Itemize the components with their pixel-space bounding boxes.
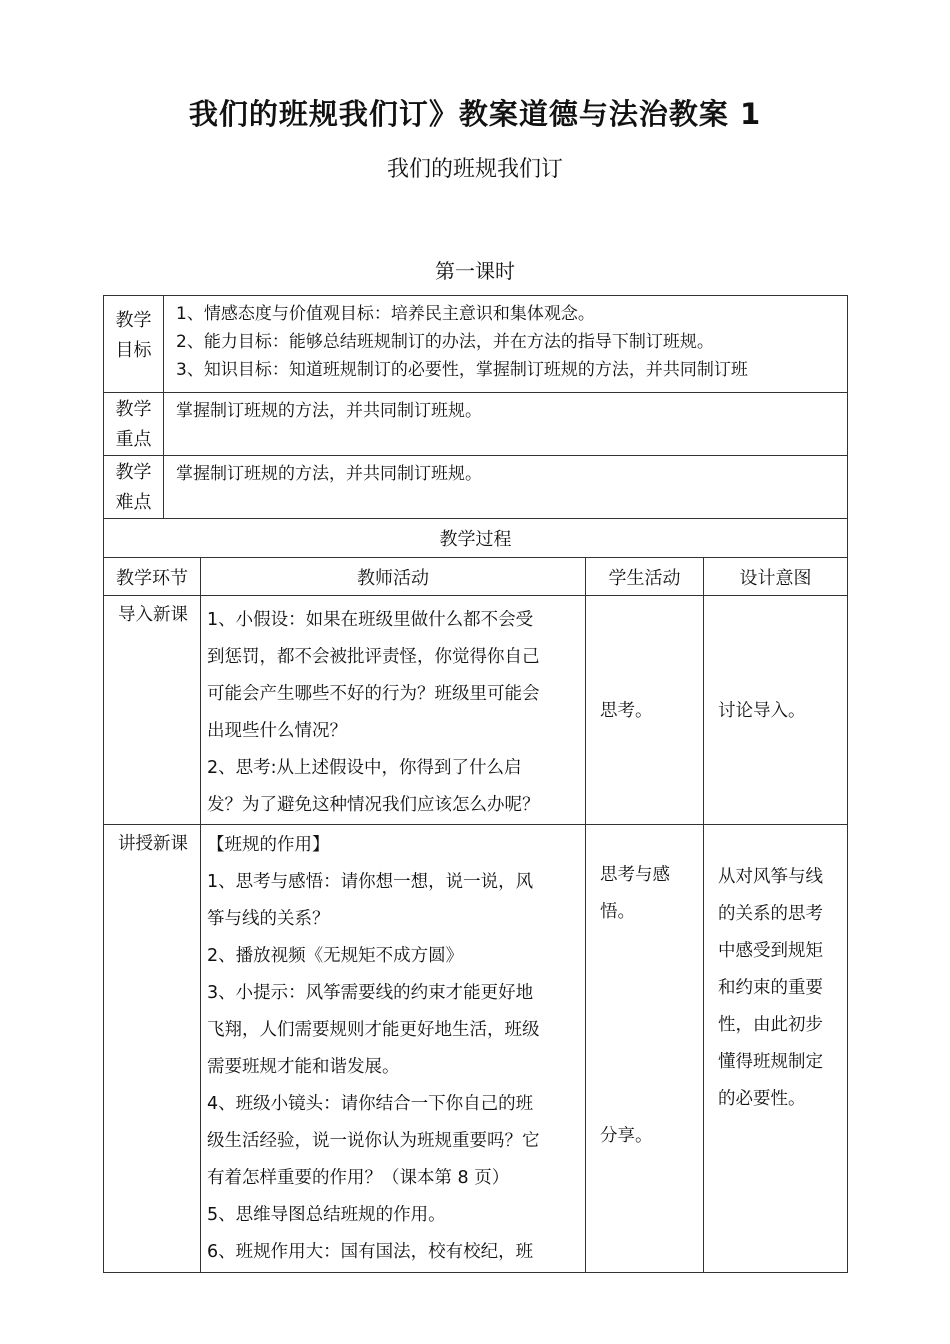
key-points-row	[104, 393, 848, 456]
key-points-label-line-1: 教学	[115, 399, 152, 420]
column-header-intent: 设计意图	[704, 558, 848, 596]
teacher-line: 2、播放视频《无规矩不成方圆》	[207, 946, 464, 966]
difficulties-label-line-2: 难点	[115, 492, 152, 513]
teacher-line: 到惩罚，都不会被批评责怪，你觉得你自己	[207, 647, 540, 667]
key-points-label	[104, 393, 164, 456]
teacher-line: 需要班规才能和谐发展。	[207, 1057, 400, 1077]
difficulties-row	[104, 456, 848, 519]
design-intent-line: 的关系的思考	[718, 904, 823, 924]
teacher-line: 出现些什么情况？	[207, 721, 347, 741]
key-points-content	[164, 393, 848, 456]
objectives-label-line-1: 教学	[115, 310, 152, 331]
column-header-teacher: 教师活动	[201, 558, 586, 596]
objectives-label	[104, 296, 164, 393]
column-header-student: 学生活动	[586, 558, 704, 596]
objective-emotion: 1、情感态度与价值观目标：培养民主意识和集体观念。	[176, 304, 595, 324]
table-row	[104, 825, 848, 1273]
difficulties-label	[104, 456, 164, 519]
teacher-line: 2、思考:从上述假设中，你得到了什么启	[207, 758, 522, 778]
document-subtitle: 我们的班规我们订	[386, 157, 563, 182]
column-header-row	[104, 558, 848, 596]
student-activity-text: 思考与感	[600, 865, 670, 885]
process-heading: 教学过程	[104, 519, 848, 558]
student-activity-text: 悟。	[600, 902, 635, 922]
design-intent-line: 从对风筝与线	[718, 867, 823, 887]
teacher-line: 发？为了避免这种情况我们应该怎么办呢？	[207, 795, 540, 815]
teacher-line: 筝与线的关系？	[207, 909, 330, 929]
objectives-row	[104, 296, 848, 393]
student-activity-intro	[586, 596, 704, 825]
design-intent-line: 性，由此初步	[718, 1015, 823, 1035]
difficulties-label-line-1: 教学	[115, 462, 152, 483]
lesson-period: 第一课时	[435, 259, 515, 283]
teacher-line: 5、思维导图总结班规的作用。	[207, 1205, 446, 1225]
teacher-line: 6、班规作用大：国有国法，校有校纪，班	[207, 1242, 534, 1262]
teacher-line: 3、小提示：风筝需要线的约束才能更好地	[207, 983, 534, 1003]
key-points-text: 掌握制订班规的方法，并共同制订班规。	[176, 401, 482, 421]
teacher-line: 飞翔，人们需要规则才能更好地生活，班级	[207, 1020, 540, 1040]
teacher-activity-intro	[201, 596, 586, 825]
objectives-content	[164, 296, 848, 393]
difficulties-content	[164, 456, 848, 519]
process-heading-row	[104, 519, 848, 558]
student-activity-text: 思考。	[600, 700, 653, 721]
objective-knowledge: 3、知识目标：知道班规制订的必要性，掌握制订班规的方法，并共同制订班	[176, 360, 748, 380]
teacher-line: 1、思考与感悟：请你想一想，说一说，风	[207, 872, 534, 892]
design-intent-line: 和约束的重要	[718, 978, 823, 998]
column-header-stage: 教学环节	[104, 558, 201, 596]
design-intent-teaching	[704, 825, 848, 1273]
objective-ability: 2、能力目标：能够总结班规制订的办法，并在方法的指导下制订班规。	[176, 332, 714, 352]
teacher-line: 【班规的作用】	[207, 835, 330, 855]
design-intent-line: 懂得班规制定	[718, 1052, 823, 1072]
difficulties-text: 掌握制订班规的方法，并共同制订班规。	[176, 464, 482, 484]
teacher-line: 4、班级小镜头：请你结合一下你自己的班	[207, 1094, 534, 1114]
teacher-line: 级生活经验，说一说你认为班规重要吗？它	[207, 1131, 540, 1151]
key-points-label-line-2: 重点	[115, 429, 152, 450]
lesson-plan-table	[103, 295, 848, 1273]
design-intent-text: 讨论导入。	[718, 700, 806, 721]
objectives-label-line-2: 目标	[115, 340, 152, 361]
stage-intro: 导入新课	[104, 596, 201, 825]
student-activity-teaching	[586, 825, 704, 1273]
table-row	[104, 596, 848, 825]
teacher-activity-teaching	[201, 825, 586, 1273]
student-activity-text: 分享。	[600, 1126, 653, 1146]
design-intent-line: 中感受到规矩	[718, 941, 823, 961]
document-title: 我们的班规我们订》教案道德与法治教案 1	[188, 97, 762, 131]
design-intent-line: 的必要性。	[718, 1089, 806, 1109]
teacher-line: 1、小假设：如果在班级里做什么都不会受	[207, 610, 534, 630]
teacher-line: 可能会产生哪些不好的行为？班级里可能会	[207, 684, 540, 704]
design-intent-intro	[704, 596, 848, 825]
teacher-line: 有着怎样重要的作用？（课本第 8 页）	[207, 1168, 510, 1188]
stage-teaching: 讲授新课	[104, 825, 201, 1273]
